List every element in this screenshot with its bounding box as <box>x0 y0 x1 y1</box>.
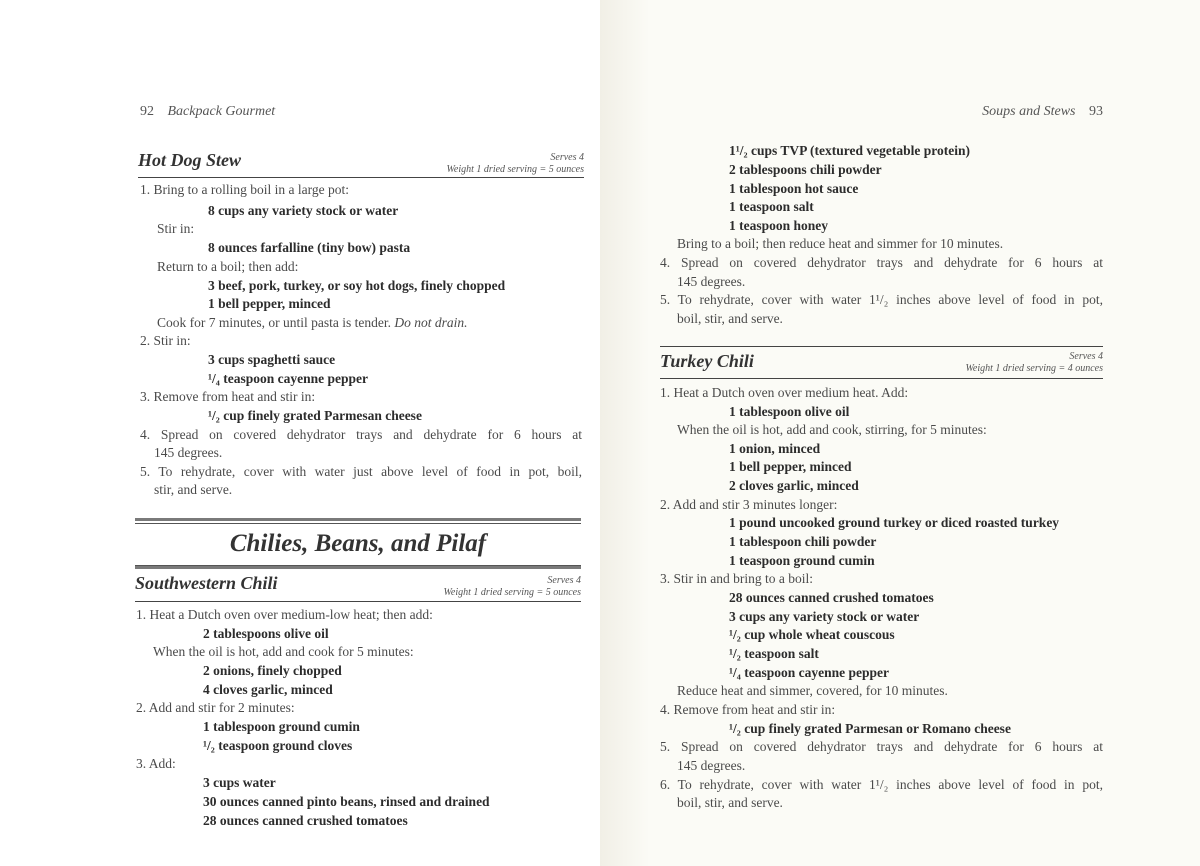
ingredient-line: 30 ounces canned pinto beans, rinsed and drained <box>203 794 490 809</box>
ingredient-line: 28 ounces canned crushed tomatoes <box>729 590 934 605</box>
serves-text: Serves 4 <box>547 575 581 586</box>
step-line: 5. Spread on covered dehydrator trays and dehydrate for 6 hours at <box>660 739 1103 754</box>
ingredient-line: 4 cloves garlic, minced <box>203 682 333 697</box>
ingredient-line: 3 beef, pork, turkey, or soy hot dogs, finely chopped <box>208 278 506 293</box>
step-line: 1. Heat a Dutch oven over medium-low heat; then add: <box>136 607 433 622</box>
step-continuation: boil, stir, and serve. <box>677 795 783 810</box>
ingredient-line: ¹/₂ teaspoon ground cloves <box>203 738 353 753</box>
ingredient-line: 1 onion, minced <box>729 441 821 456</box>
ingredient-line: 2 cloves garlic, minced <box>729 478 859 493</box>
ingredient-line: 1 teaspoon ground cumin <box>729 553 875 568</box>
step-continuation: 145 degrees. <box>677 274 746 289</box>
step-continuation: 145 degrees. <box>677 758 746 773</box>
ingredient-line: 2 onions, finely chopped <box>203 663 342 678</box>
instruction-line: Return to a boil; then add: <box>157 259 299 274</box>
ingredient-line: 1 bell pepper, minced <box>729 459 852 474</box>
step-continuation: 145 degrees. <box>154 445 223 460</box>
ingredient-line: ¹/₄ teaspoon cayenne pepper <box>208 371 368 386</box>
step-line: 3. Remove from heat and stir in: <box>140 389 316 404</box>
step-line: 5. To rehydrate, cover with water 1¹/₂ inches above level of food in pot, <box>660 292 1103 307</box>
step-line: 2. Stir in: <box>140 333 191 348</box>
ingredient-line: 1¹/₂ cups TVP (textured vegetable protein) <box>729 143 970 158</box>
ingredient-line: ¹/₂ cup finely grated Parmesan or Romano cheese <box>729 721 1011 736</box>
left-page-number: 92 <box>140 104 154 119</box>
section-title: Chilies, Beans, and Pilaf <box>229 530 487 557</box>
section-heading-band <box>135 518 581 569</box>
instruction-line: Bring to a boil; then reduce heat and simmer for 10 minutes. <box>677 236 1004 251</box>
step-line: 2. Add and stir for 2 minutes: <box>136 700 295 715</box>
ingredient-line: ¹/₂ cup whole wheat couscous <box>729 627 895 642</box>
instruction-line: Stir in: <box>157 221 195 236</box>
ingredient-line: 1 teaspoon honey <box>729 218 829 233</box>
step-continuation: stir, and serve. <box>154 482 233 497</box>
ingredient-line: 1 pound uncooked ground turkey or diced roasted turkey <box>729 515 1060 530</box>
ingredient-line: 1 teaspoon salt <box>729 199 814 214</box>
step-line: 1. Heat a Dutch oven over medium heat. Add: <box>660 385 909 400</box>
ingredient-line: 2 tablespoons chili powder <box>729 162 882 177</box>
ingredient-line: ¹/₂ cup finely grated Parmesan cheese <box>208 408 422 423</box>
southwestern-chili-header <box>135 573 581 603</box>
right-running-head <box>982 104 1103 120</box>
weight-text: Weight 1 dried serving = 4 ounces <box>965 363 1103 374</box>
right-page-number: 93 <box>1089 104 1103 119</box>
ingredient-line: 3 cups any variety stock or water <box>729 609 920 624</box>
left-running-head <box>140 104 275 120</box>
recipe-title: Hot Dog Stew <box>138 150 242 170</box>
serves-text: Serves 4 <box>550 152 584 163</box>
ingredient-line: 1 tablespoon ground cumin <box>203 719 360 734</box>
step-line: 4. Remove from heat and stir in: <box>660 702 836 717</box>
right-running-title: Soups and Stews <box>982 104 1076 119</box>
left-running-title: Backpack Gourmet <box>167 104 276 119</box>
hot-dog-stew-header <box>138 150 584 180</box>
step-line: 4. Spread on covered dehydrator trays and dehydrate for 6 hours at <box>140 427 582 442</box>
instruction-emphasis: Do not drain. <box>394 315 468 330</box>
recipe-serves <box>966 351 1103 375</box>
section-rule-bottom <box>135 566 581 569</box>
ingredient-line: 28 ounces canned crushed tomatoes <box>203 813 408 828</box>
serves-text: Serves 4 <box>1069 351 1103 362</box>
step-line: 3. Add: <box>136 756 176 771</box>
step-line: 6. To rehydrate, cover with water 1¹/₂ inches above level of food in pot, <box>660 777 1103 792</box>
section-rule-top <box>135 518 581 521</box>
ingredient-line: 3 cups spaghetti sauce <box>208 352 336 367</box>
ingredient-line: 8 cups any variety stock or water <box>208 203 399 218</box>
recipe-title: Southwestern Chili <box>135 573 278 593</box>
ingredient-line: 1 tablespoon hot sauce <box>729 181 859 196</box>
step-line: 3. Stir in and bring to a boil: <box>660 571 813 586</box>
right-page <box>600 0 1200 866</box>
ingredient-line: 1 bell pepper, minced <box>208 296 331 311</box>
instruction-line: Reduce heat and simmer, covered, for 10 minutes. <box>677 683 948 698</box>
step-line: 5. To rehydrate, cover with water just above level of food in pot, boil, <box>140 464 582 479</box>
ingredient-line: ¹/₄ teaspoon cayenne pepper <box>729 665 889 680</box>
step-continuation: boil, stir, and serve. <box>677 311 783 326</box>
ingredient-line: 1 tablespoon olive oil <box>729 404 850 419</box>
weight-text: Weight 1 dried serving = 5 ounces <box>446 164 584 175</box>
instruction-line: When the oil is hot, add and cook, stirring, for 5 minutes: <box>677 422 987 437</box>
ingredient-line: 8 ounces farfalline (tiny bow) pasta <box>208 240 411 255</box>
weight-text: Weight 1 dried serving = 5 ounces <box>443 587 581 598</box>
recipe-serves <box>447 152 584 176</box>
ingredient-line: 2 tablespoons olive oil <box>203 626 329 641</box>
instruction-text: Cook for 7 minutes, or until pasta is tender. <box>157 315 391 330</box>
recipe-title: Turkey Chili <box>660 351 754 371</box>
step-line: 2. Add and stir 3 minutes longer: <box>660 497 838 512</box>
ingredient-line: ¹/₂ teaspoon salt <box>729 646 819 661</box>
step-line: 4. Spread on covered dehydrator trays and dehydrate for 6 hours at <box>660 255 1103 270</box>
step-line: 1. Bring to a rolling boil in a large pot: <box>140 182 349 197</box>
ingredient-line: 1 tablespoon chili powder <box>729 534 877 549</box>
ingredient-line: 3 cups water <box>203 775 276 790</box>
turkey-chili-header <box>660 346 1103 379</box>
recipe-serves <box>444 575 581 599</box>
instruction-line: When the oil is hot, add and cook for 5 minutes: <box>153 644 414 659</box>
instruction-line <box>157 314 468 332</box>
